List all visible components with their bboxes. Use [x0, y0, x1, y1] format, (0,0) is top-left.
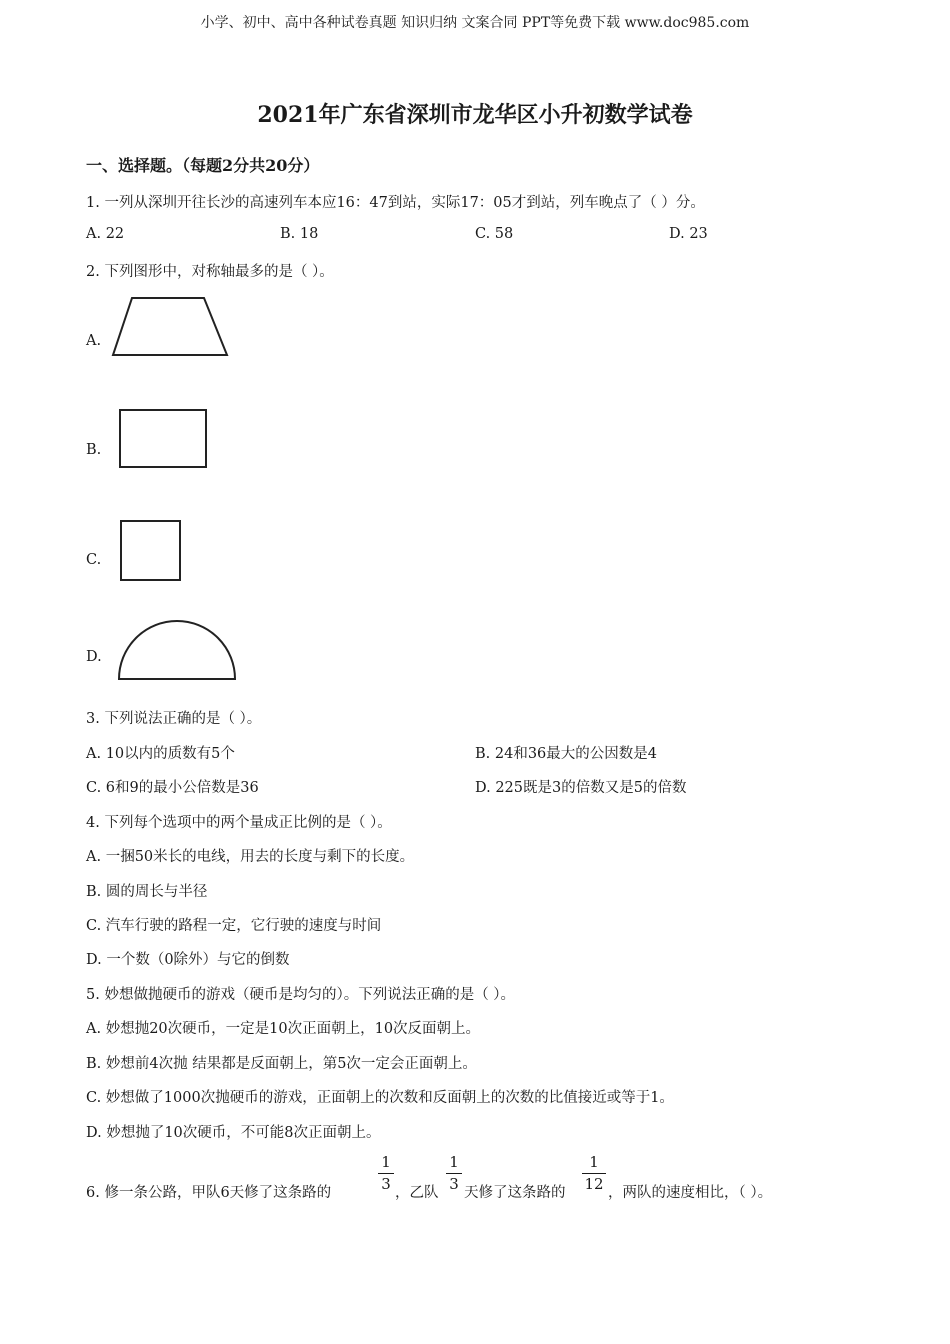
- question-1: 1. 一列从深圳开往长沙的高速列车本应16：47到站，实际17：05才到站，列车晚点了（ ）分。: [86, 195, 705, 211]
- q3-option-c: C. 6和9的最小公倍数是36: [86, 780, 259, 796]
- q4-option-b: B. 圆的周长与半径: [86, 884, 208, 900]
- trapezoid-icon: [110, 296, 230, 358]
- fraction-2-numerator: 1: [449, 1153, 459, 1171]
- q4-option-c: C. 汽车行驶的路程一定，它行驶的速度与时间: [86, 918, 382, 934]
- q5-option-a: A. 妙想抛20次硬币，一定是10次正面朝上，10次反面朝上。: [86, 1021, 481, 1037]
- rectangle-icon: [118, 408, 210, 470]
- q1-option-a: A. 22: [86, 226, 125, 242]
- question-5: 5. 妙想做抛硬币的游戏（硬币是均匀的）。下列说法正确的是（ ）。: [86, 987, 516, 1003]
- fraction-3-numerator: 1: [589, 1153, 599, 1171]
- page-title: 2021年广东省深圳市龙华区小升初数学试卷: [257, 102, 693, 128]
- q5-option-c: C. 妙想做了1000次抛硬币的游戏，正面朝上的次数和反面朝上的次数的比值接近或等于1。: [86, 1090, 674, 1106]
- q1-option-c: C. 58: [475, 226, 514, 242]
- question-6-part3: 天修了这条路的: [464, 1185, 566, 1201]
- semicircle-icon: [116, 618, 240, 682]
- q1-option-b: B. 18: [280, 226, 319, 242]
- q4-option-a: A. 一捆50米长的电线，用去的长度与剩下的长度。: [86, 849, 415, 865]
- question-6-part2: ，乙队: [395, 1185, 439, 1201]
- q2-option-d: D.: [86, 649, 102, 665]
- q2-option-a: A.: [86, 333, 102, 349]
- q3-option-b: B. 24和36最大的公因数是4: [475, 746, 657, 762]
- fraction-2-denominator: 3: [449, 1175, 459, 1193]
- square-icon: [119, 519, 183, 583]
- question-6-part4: ，两队的速度相比，（ ）。: [608, 1185, 773, 1201]
- q1-option-d: D. 23: [669, 226, 708, 242]
- section-heading: 一、选择题。（每题2分共20分）: [86, 156, 320, 175]
- q2-option-c: C.: [86, 552, 102, 568]
- fraction-1: [378, 1154, 394, 1192]
- fraction-3: [582, 1154, 606, 1192]
- page-header: 小学、初中、高中各种试卷真题 知识归纳 文案合同 PPT等免费下载 www.doc985.com: [200, 15, 750, 31]
- fraction-2: [446, 1154, 462, 1192]
- question-6-part1: 6. 修一条公路，甲队6天修了这条路的: [86, 1185, 332, 1201]
- fraction-3-denominator: 12: [584, 1175, 604, 1193]
- q3-option-a: A. 10以内的质数有5个: [86, 746, 235, 762]
- question-2: 2. 下列图形中，对称轴最多的是（ ）。: [86, 264, 334, 280]
- fraction-1-numerator: 1: [381, 1153, 391, 1171]
- q2-option-b: B.: [86, 442, 102, 458]
- question-3: 3. 下列说法正确的是（ ）。: [86, 711, 262, 727]
- q3-option-d: D. 225既是3的倍数又是5的倍数: [475, 780, 687, 796]
- question-4: 4. 下列每个选项中的两个量成正比例的是（ ）。: [86, 815, 392, 831]
- q4-option-d: D. 一个数（0除外）与它的倒数: [86, 952, 290, 968]
- q5-option-d: D. 妙想抛了10次硬币，不可能8次正面朝上。: [86, 1125, 381, 1141]
- fraction-1-denominator: 3: [381, 1175, 391, 1193]
- q5-option-b: B. 妙想前4次抛 结果都是反面朝上，第5次一定会正面朝上。: [86, 1056, 477, 1072]
